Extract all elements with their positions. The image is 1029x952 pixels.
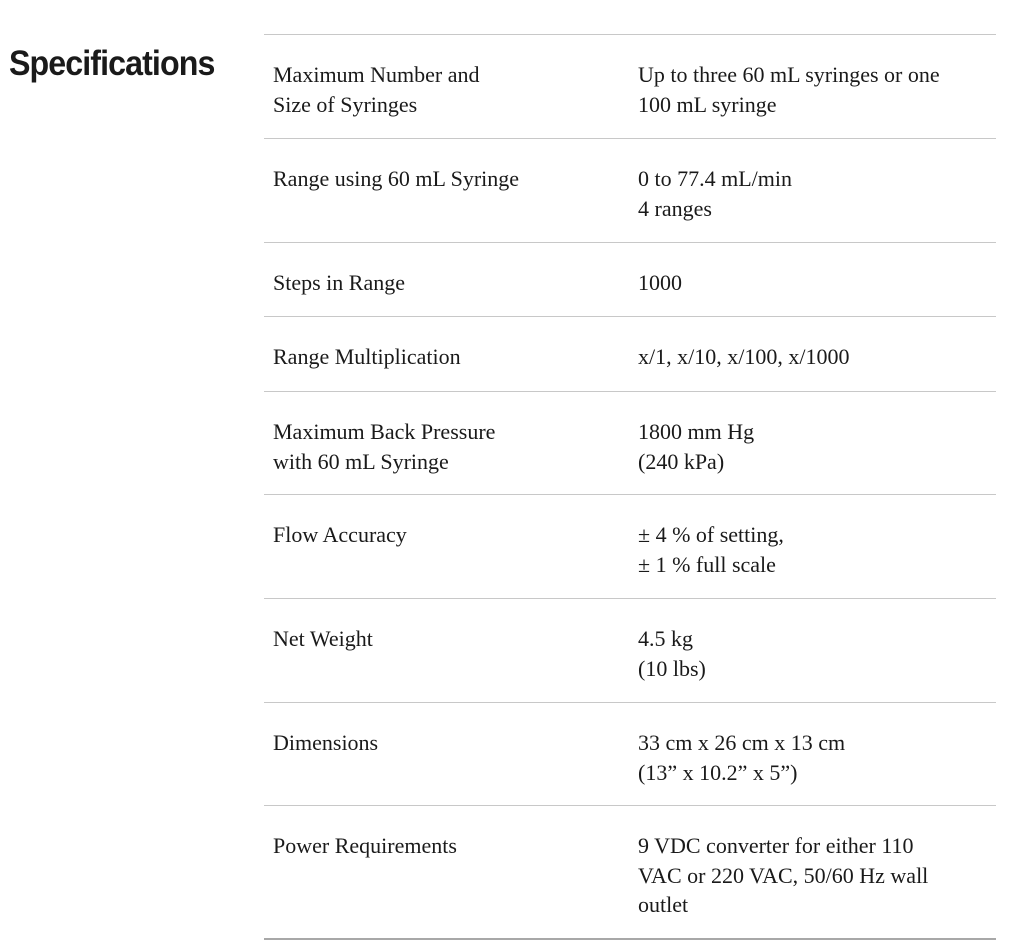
spec-value-line: outlet xyxy=(638,892,689,917)
spec-label-line: Maximum Back Pressure xyxy=(273,419,496,444)
spec-row-multiplication xyxy=(264,317,996,392)
spec-row-syringes xyxy=(264,35,996,139)
spec-row-weight xyxy=(264,599,996,703)
spec-row-steps xyxy=(264,243,996,317)
spec-value-line: Up to three 60 mL syringes or one xyxy=(638,62,940,87)
spec-label-line: Size of Syringes xyxy=(273,91,418,117)
spec-value-line: 0 to 77.4 mL/min xyxy=(638,166,792,191)
spec-label xyxy=(273,624,638,702)
spec-label xyxy=(273,728,638,805)
spec-row-range xyxy=(264,139,996,243)
spec-value xyxy=(638,417,996,494)
section-heading: Specifications xyxy=(9,44,215,83)
spec-value-line: (13” x 10.2” x 5”) xyxy=(638,759,798,785)
spec-value-line: 1000 xyxy=(638,270,682,295)
spec-value xyxy=(638,728,996,805)
spec-value-line: (240 kPa) xyxy=(638,448,725,474)
spec-value-line: 33 cm x 26 cm x 13 cm xyxy=(638,730,846,755)
spec-value-line: 100 mL syringe xyxy=(638,91,777,117)
spec-value-line: 4.5 kg xyxy=(638,626,693,651)
spec-row-accuracy xyxy=(264,495,996,599)
spec-label-line: Net Weight xyxy=(273,626,373,651)
spec-value-line: ± 1 % full scale xyxy=(638,551,776,577)
spec-label xyxy=(273,164,638,242)
spec-table xyxy=(264,34,996,940)
spec-label xyxy=(273,60,638,138)
spec-value xyxy=(638,268,996,316)
spec-value xyxy=(638,342,996,391)
spec-label-line: Maximum Number and xyxy=(273,62,480,87)
spec-row-back-pressure xyxy=(264,392,996,495)
spec-label-line: Range using 60 mL Syringe xyxy=(273,166,520,191)
spec-value xyxy=(638,624,996,702)
spec-label xyxy=(273,268,638,316)
spec-value-line: ± 4 % of setting, xyxy=(638,522,784,547)
spec-row-power xyxy=(264,806,996,940)
spec-label xyxy=(273,520,638,598)
spec-label-line: Power Requirements xyxy=(273,833,457,858)
spec-label-line: Steps in Range xyxy=(273,270,405,295)
spec-value xyxy=(638,164,996,242)
spec-label xyxy=(273,417,638,494)
spec-label-line: Range Multiplication xyxy=(273,344,461,369)
spec-label-line: Flow Accuracy xyxy=(273,522,407,547)
spec-label-line: Dimensions xyxy=(273,730,379,755)
spec-value-line: 1800 mm Hg xyxy=(638,419,755,444)
spec-value-line: 9 VDC converter for either 110 xyxy=(638,833,914,858)
spec-row-dimensions xyxy=(264,703,996,806)
spec-value xyxy=(638,831,996,938)
spec-value xyxy=(638,520,996,598)
spec-value-line: VAC or 220 VAC, 50/60 Hz wall xyxy=(638,862,929,888)
spec-value-line: x/1, x/10, x/100, x/1000 xyxy=(638,344,850,369)
spec-label xyxy=(273,342,638,391)
spec-label-line: with 60 mL Syringe xyxy=(273,448,449,474)
spec-value-line: (10 lbs) xyxy=(638,655,706,681)
spec-value-line: 4 ranges xyxy=(638,195,712,221)
spec-label xyxy=(273,831,638,938)
spec-value xyxy=(638,60,996,138)
